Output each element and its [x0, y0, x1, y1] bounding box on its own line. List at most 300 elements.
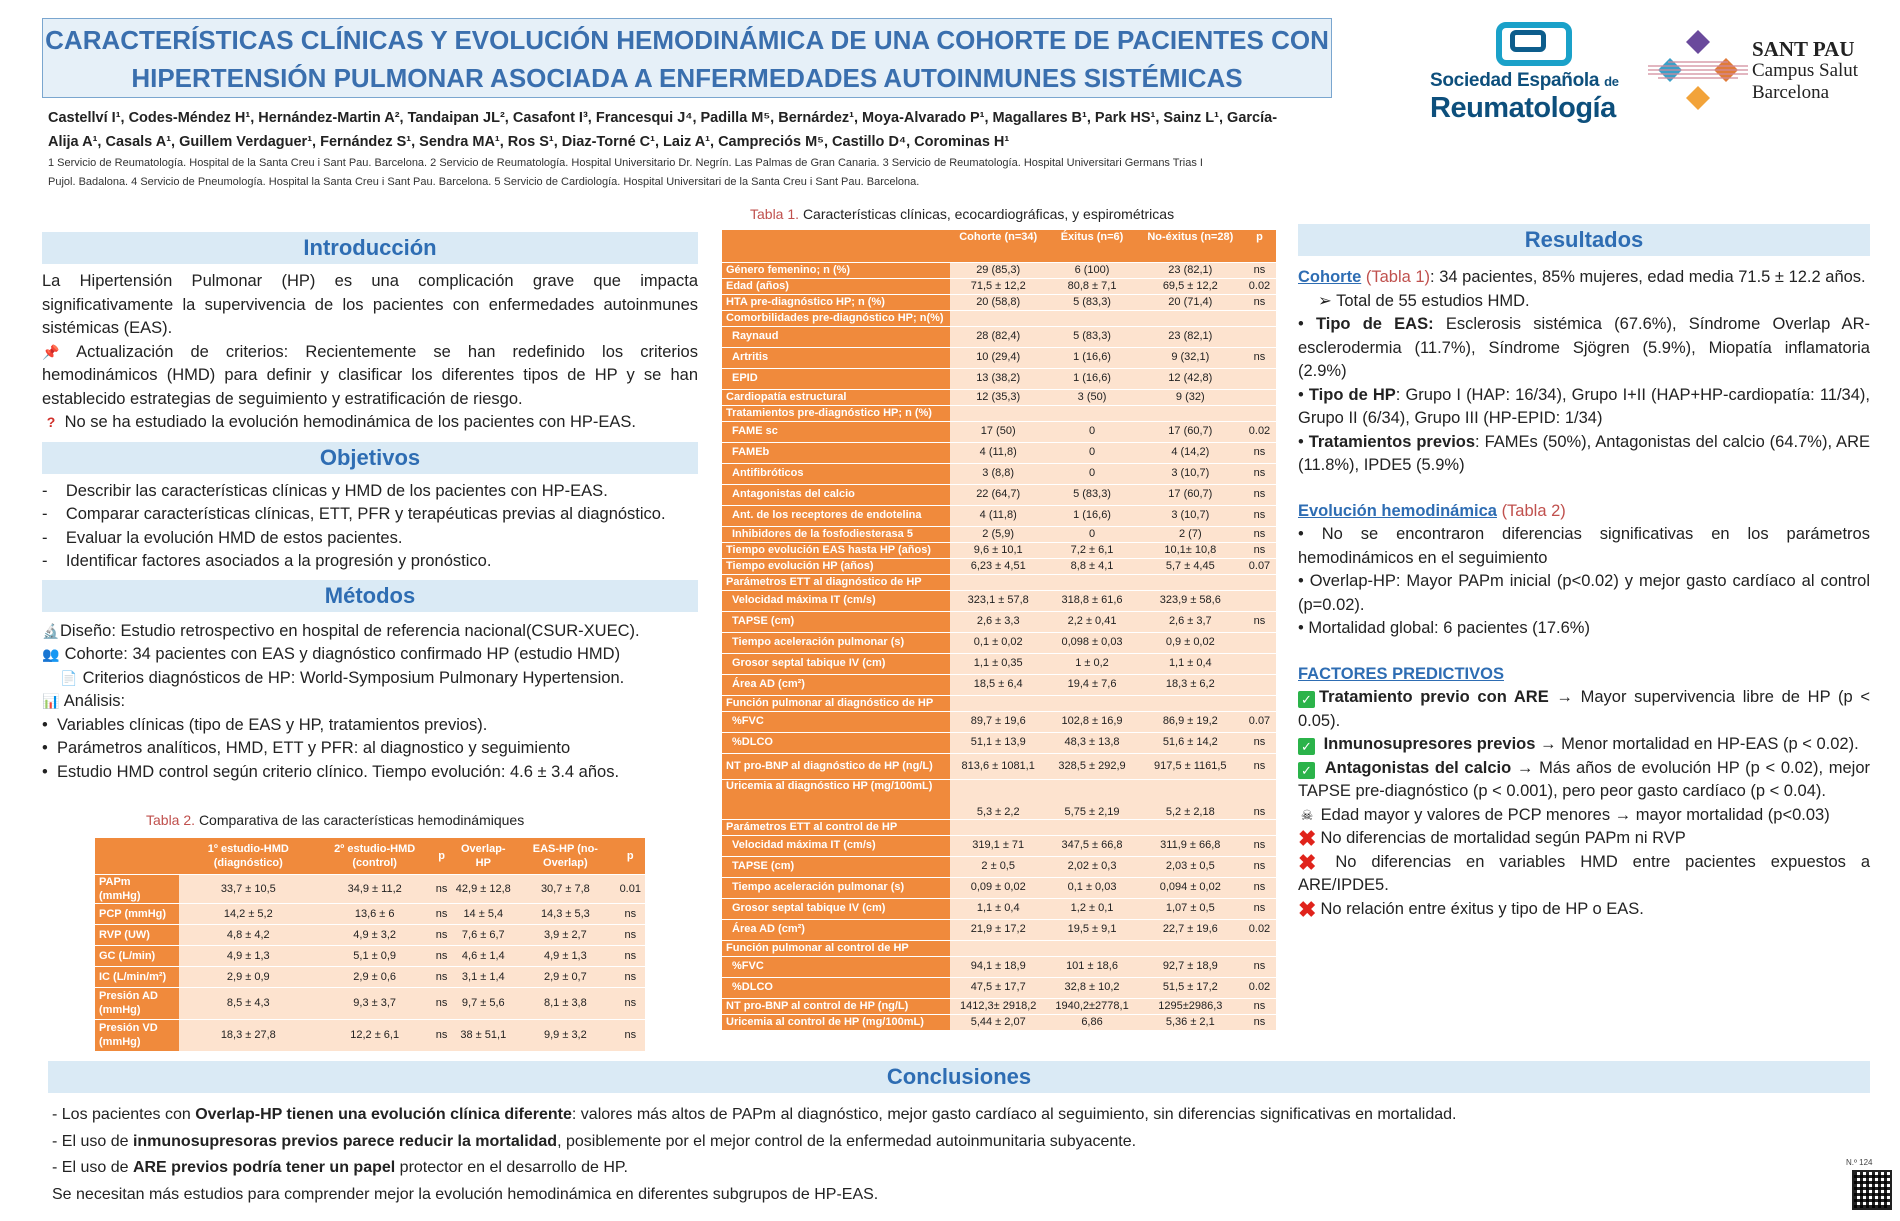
table1-cell: 20 (71,4) — [1138, 294, 1243, 310]
table1-cell: ns — [1243, 998, 1276, 1014]
table1-cell: 5,75 ± 2,19 — [1046, 779, 1137, 819]
table2-row — [95, 903, 645, 924]
authors-line-2: Alija A¹, Casals A¹, Guillem Verdaguer¹, Fernández S¹, Sendra MA¹, Ros S¹, Diaz-Torné C¹, Laiz A¹, Campreciós M⁵, Castillo D⁴, Corominas H¹ — [48, 134, 1010, 150]
table1-caption: Tabla 1. Características clínicas, ecocardiográficas, y espirométricas — [750, 206, 1175, 222]
table2-row — [95, 966, 645, 987]
evolution-item: • No se encontraron diferencias significativas en los parámetros hemodinámicos en el seguimiento — [1298, 525, 1870, 567]
poster-number: N.º 124 — [1846, 1158, 1873, 1167]
results-heading: Resultados — [1298, 224, 1870, 256]
table1-row — [722, 835, 1276, 856]
ser-logo-mark-inner — [1510, 30, 1546, 52]
table1-cell: 47,5 ± 17,7 — [950, 977, 1046, 998]
table1-row — [722, 463, 1276, 484]
conclusion-item: - El uso de inmunosupresoras previos parece reducir la mortalidad, posiblemente por el mejor control de la enfermedad autoinmunitaria subyacente. — [52, 1132, 1137, 1150]
table1-cell: 813,6 ± 1081,1 — [950, 753, 1046, 779]
table2-row-label: IC (L/min/m²) — [95, 966, 179, 987]
table2-cell: 38 ± 51,1 — [451, 1019, 515, 1051]
table1-cell — [1243, 326, 1276, 347]
table1-cell: 1,2 ± 0,1 — [1046, 898, 1137, 919]
table1-cell — [950, 310, 1046, 326]
hp-label: Tipo de HP — [1308, 385, 1396, 404]
table1-cell — [1243, 695, 1276, 711]
table1-cell — [950, 695, 1046, 711]
qr-code-icon[interactable] — [1852, 1170, 1892, 1210]
ser-logo-line1: Sociedad Española — [1430, 70, 1600, 91]
table1-cell: 328,5 ± 292,9 — [1046, 753, 1137, 779]
microscope-icon: 🔬 — [42, 622, 60, 639]
table2-cell: ns — [616, 903, 645, 924]
objective-item: - Describir las características clínicas y HMD de los pacientes con HP-EAS. — [42, 481, 608, 500]
table1-cell: 51,5 ± 17,2 — [1138, 977, 1243, 998]
table1-row-label: Grosor septal tabique IV (cm) — [722, 898, 950, 919]
evolution-item: • Mortalidad global: 6 pacientes (17.6%) — [1298, 619, 1590, 637]
check-icon: ✓ — [1298, 762, 1315, 779]
eas-label: Tipo de EAS: — [1315, 315, 1434, 333]
objective-item: - Evaluar la evolución HMD de estos pacientes. — [42, 528, 403, 547]
table2-cell: 8,1 ± 3,8 — [515, 987, 615, 1019]
table1-row — [722, 278, 1276, 294]
table1-cell: 5 (83,3) — [1046, 484, 1137, 505]
intro-p2: Actualización de criterios: Recientemente se han redefinido los criterios hemodinámicos (HMD) para definir y clasificar los diferentes tipos de HP y se han establecido estrategias de seguimiento y estratificación de riesgo. — [42, 342, 698, 408]
table2-header-cell: p — [432, 838, 452, 874]
table1-cell: 18,5 ± 6,4 — [950, 674, 1046, 695]
table2 — [95, 838, 645, 1052]
table1-cell: ns — [1243, 484, 1276, 505]
table1-cell: ns — [1243, 611, 1276, 632]
table1-row-label: Antagonistas del calcio — [722, 484, 950, 505]
table1-cell: 0,094 ± 0,02 — [1138, 877, 1243, 898]
ser-logo-line2: Reumatología — [1430, 92, 1616, 124]
table2-row — [95, 874, 645, 903]
table1-cell: 1 ± 0,2 — [1046, 653, 1137, 674]
objectives-heading: Objetivos — [42, 442, 698, 474]
table1-cell — [1243, 389, 1276, 405]
table1-cell: 319,1 ± 71 — [950, 835, 1046, 856]
table1-row — [722, 779, 1276, 819]
table1-cell: 6,23 ± 4,51 — [950, 558, 1046, 574]
table1-row-label: Función pulmonar al control de HP — [722, 940, 950, 956]
table1-cell — [1138, 310, 1243, 326]
table1-cell: 9,6 ± 10,1 — [950, 542, 1046, 558]
table1-cell: 19,4 ± 7,6 — [1046, 674, 1137, 695]
table2-cell: 2,9 ± 0,7 — [515, 966, 615, 987]
table1-header-cell: No-éxitus (n=28) — [1138, 230, 1243, 262]
table1-cell — [1138, 819, 1243, 835]
table2-cell: 14 ± 5,4 — [451, 903, 515, 924]
table1-row — [722, 368, 1276, 389]
table2-row-label: Presión VD (mmHg) — [95, 1019, 179, 1051]
conclusion-item: - Los pacientes con Overlap-HP tienen una evolución clínica diferente: valores más altos de PAPm al diagnóstico, mejor gasto cardíaco al seguimiento, sin diferencias significativas en mortalidad. — [52, 1106, 1457, 1123]
table1-row-label: Parámetros ETT al control de HP — [722, 819, 950, 835]
table1-row — [722, 877, 1276, 898]
table1-cell: 8,8 ± 4,1 — [1046, 558, 1137, 574]
hp-text: : Grupo I (HAP: 16/34), Grupo I+II (HAP+HP-cardiopatía: 11/34), Grupo II (6/34), Grupo III (HP-EPID: 1/34) — [1298, 385, 1870, 427]
table2-header-cell: 2º estudio-HMD (control) — [318, 838, 432, 874]
table1-cell: 4 (11,8) — [950, 505, 1046, 526]
table1-cell: 80,8 ± 7,1 — [1046, 278, 1137, 294]
table1-cell: 3 (10,7) — [1138, 463, 1243, 484]
objectives-list — [42, 480, 698, 574]
table1-cell: 0.02 — [1243, 977, 1276, 998]
table1-cell: 1 (16,6) — [1046, 368, 1137, 389]
table2-cell: 42,9 ± 12,8 — [451, 874, 515, 903]
table1-cell: 0,09 ± 0,02 — [950, 877, 1046, 898]
table1-header-row — [722, 230, 1276, 262]
table1-cell — [1243, 674, 1276, 695]
table2-cell: 9,3 ± 3,7 — [318, 987, 432, 1019]
table1-cell: ns — [1243, 505, 1276, 526]
methods-criteria: Criterios diagnósticos de HP: World-Symposium Pulmonary Hypertension. — [82, 668, 625, 687]
table1-cell: 89,7 ± 19,6 — [950, 711, 1046, 732]
methods-analysis: Análisis: — [63, 692, 126, 710]
table2-cell: 14,3 ± 5,3 — [515, 903, 615, 924]
table1-row — [722, 898, 1276, 919]
table2-cell: 4,8 ± 4,2 — [179, 924, 318, 945]
results-body: Cohorte (Tabla 1): 34 pacientes, 85% mujeres, edad media 71.5 ± 12.2 años. ➢ Total de 55 estudios HMD. • Tipo de EAS: Esclerosis sistémica (67.6%), Síndrome Overlap AR-esclerodermia (11.7%), Síndrome Sjögren (5.9%), Miopatía inflamatoria (2.9%) • Tipo de HP: Grupo I (HAP: 16/34), Grupo I+II (HAP+HP-cardiopatía: 11/34), Grupo II (6/34), Grupo III (HP-EPID: 1/34) • Tratamientos previos: FAMEs (50%), Antagonistas del calcio (64.7%), ARE (11.8%), IPDE5 (5.9%) Evolución hemodinámica (Tabla 2) • No se encontraron diferencias significativas en los parámetros hemodinámicos en el seguimiento • Overlap-HP: Mayor PAPm inicial (p<0.02) y mejor gasto cardíaco al control (p=0.02). • Mortalidad global: 6 pacientes (17.6%) FACTORES PREDICTIVOS ✓ Tratamiento previo con ARE → Mayor supervivencia libre de HP (p < 0.05). ✓ Inmunosupresores previos → Menor mortalidad en HP-EAS (p < 0.02). ✓ Antagonistas del calcio → Más años de evolución HP (p < 0.02), mejor TAPSE pre-diagnóstico (p < 0.001), pero peor gasto cardíaco (p < 0.04). ☠ Edad mayor y valores de PCP menores → mayor mortalidad (p<0.03) ✖ No diferencias de mortalidad según PAPm ni RVP ✖ No diferencias en variables HMD entre pacientes expuestos a ARE/IPDE5. ✖ No relación entre éxitus y tipo de HP o EAS. — [1298, 268, 1871, 922]
table1-cell: 1,1 ± 0,4 — [950, 898, 1046, 919]
table1-cell — [950, 574, 1046, 590]
table1-cell: 0.02 — [1243, 421, 1276, 442]
table1-cell: 32,8 ± 10,2 — [1046, 977, 1137, 998]
methods-cohort: Cohorte: 34 pacientes con EAS y diagnóstico confirmado HP (estudio HMD) — [64, 645, 621, 663]
table2-cell: ns — [616, 945, 645, 966]
conclusion-item: - El uso de ARE previos podría tener un papel protector en el desarrollo de HP. — [52, 1159, 628, 1176]
table1-row — [722, 294, 1276, 310]
table1-cell: 5,2 ± 2,18 — [1138, 779, 1243, 819]
table1-cell: 9 (32,1) — [1138, 347, 1243, 368]
table1-cell: 0.02 — [1243, 919, 1276, 940]
table1-row — [722, 998, 1276, 1014]
table2-header-cell: EAS-HP (no-Overlap) — [515, 838, 615, 874]
table1-cell: 13 (38,2) — [950, 368, 1046, 389]
table1-cell — [1243, 632, 1276, 653]
table2-cell: ns — [432, 987, 452, 1019]
table1-row — [722, 674, 1276, 695]
table1-cell: 3 (8,8) — [950, 463, 1046, 484]
table2-row — [95, 945, 645, 966]
table1-row-label: Área AD (cm²) — [722, 674, 950, 695]
table1-row-label: Velocidad máxima IT (cm/s) — [722, 590, 950, 611]
table1-row — [722, 977, 1276, 998]
table1-cell: 5 (83,3) — [1046, 294, 1137, 310]
table1-row — [722, 611, 1276, 632]
table1-row-label: Uricemia al control de HP (mg/100mL) — [722, 1014, 950, 1030]
table1-cell: ns — [1243, 856, 1276, 877]
table2-header-cell: p — [616, 838, 645, 874]
table1-cell: 22,7 ± 19,6 — [1138, 919, 1243, 940]
table1-row — [722, 542, 1276, 558]
title-line-2: HIPERTENSIÓN PULMONAR ASOCIADA A ENFERMEDADES AUTOINMUNES SISTÉMICAS — [131, 63, 1243, 93]
table1-cell: 0 — [1046, 442, 1137, 463]
table1-cell: 347,5 ± 66,8 — [1046, 835, 1137, 856]
table2-header-row — [95, 838, 645, 874]
table1-row — [722, 574, 1276, 590]
table1-cell: 311,9 ± 66,8 — [1138, 835, 1243, 856]
table2-row — [95, 987, 645, 1019]
cross-icon: ✖ — [1298, 896, 1317, 922]
table1-row-label: Tiempo evolución HP (años) — [722, 558, 950, 574]
table1-cell: 0,1 ± 0,02 — [950, 632, 1046, 653]
check-icon: ✓ — [1298, 738, 1315, 755]
table1-cell: 101 ± 18,6 — [1046, 956, 1137, 977]
table1-cell — [1046, 940, 1137, 956]
table2-row-label: RVP (UW) — [95, 924, 179, 945]
predictive-item: ✓ Inmunosupresores previos → Menor mortalidad en HP-EAS (p < 0.02). — [1298, 733, 1870, 757]
table1-cell — [1046, 574, 1137, 590]
table1-cell: 4 (11,8) — [950, 442, 1046, 463]
table1-cell — [1138, 695, 1243, 711]
mortality-factor: ☠ Edad mayor y valores de PCP menores → mayor mortalidad (p<0.03) — [1298, 804, 1870, 828]
table2-caption: Tabla 2. Comparativa de las características hemodinámiques — [146, 812, 525, 828]
table1-cell: 323,1 ± 57,8 — [950, 590, 1046, 611]
table1-cell — [1046, 310, 1137, 326]
table1-row-label: Función pulmonar al diagnóstico de HP — [722, 695, 950, 711]
table1-row — [722, 956, 1276, 977]
table2-cell: 7,6 ± 6,7 — [451, 924, 515, 945]
table1-row-label: Grosor septal tabique IV (cm) — [722, 653, 950, 674]
table1-cell: 0,1 ± 0,03 — [1046, 877, 1137, 898]
table1-cell: 86,9 ± 19,2 — [1138, 711, 1243, 732]
table1-row — [722, 919, 1276, 940]
table1-row-label: Tiempo aceleración pulmonar (s) — [722, 877, 950, 898]
table1-cell: 17 (60,7) — [1138, 421, 1243, 442]
table2-cell: 3,9 ± 2,7 — [515, 924, 615, 945]
table1-cell: ns — [1243, 294, 1276, 310]
table1-row-label: %FVC — [722, 711, 950, 732]
trat-text: : FAMEs (50%), Antagonistas del calcio (64.7%), ARE (11.8%), IPDE5 (5.9%) — [1298, 432, 1870, 474]
eas-text: Esclerosis sistémica (67.6%), Síndrome Overlap AR-esclerodermia (11.7%), Síndrome Sjögren (5.9%), Miopatía inflamatoria (2.9%) — [1298, 315, 1870, 380]
table1-row — [722, 653, 1276, 674]
table1-cell — [1243, 405, 1276, 421]
table1-row-label: FAMEb — [722, 442, 950, 463]
skull-icon: ☠ — [1300, 806, 1314, 823]
table1-cell: 2,6 ± 3,7 — [1138, 611, 1243, 632]
table2-cell: ns — [432, 1019, 452, 1051]
intro-body — [42, 270, 698, 435]
table1-row — [722, 347, 1276, 368]
table1-row — [722, 1014, 1276, 1030]
cross-icon: ✖ — [1298, 826, 1317, 851]
table1-cell: 0.07 — [1243, 711, 1276, 732]
table1-cell: 0,098 ± 0,03 — [1046, 632, 1137, 653]
table1-cell: 5 (83,3) — [1046, 326, 1137, 347]
table1-cell: 51,1 ± 13,9 — [950, 732, 1046, 753]
table1-row-label: Artritis — [722, 347, 950, 368]
table1-cell: 2 (5,9) — [950, 526, 1046, 542]
table1-row — [722, 526, 1276, 542]
evolution-link[interactable]: Evolución hemodinámica — [1298, 501, 1497, 520]
table1-cell: 0 — [1046, 463, 1137, 484]
table1-cell: 0 — [1046, 526, 1137, 542]
table1-row — [722, 590, 1276, 611]
table1-cell: 2 ± 0,5 — [950, 856, 1046, 877]
table1-cell — [1243, 940, 1276, 956]
table1-row-label: Parámetros ETT al diagnóstico de HP — [722, 574, 950, 590]
table1-cell: 1,1 ± 0,35 — [950, 653, 1046, 674]
table2-cell: 4,6 ± 1,4 — [451, 945, 515, 966]
predictive-heading[interactable]: FACTORES PREDICTIVOS — [1298, 664, 1504, 683]
table1-cell: 917,5 ± 1161,5 — [1138, 753, 1243, 779]
sant-pau-line3: Barcelona — [1752, 82, 1830, 103]
table1-row-label: %FVC — [722, 956, 950, 977]
table2-cell: ns — [616, 966, 645, 987]
table2-cell: 4,9 ± 3,2 — [318, 924, 432, 945]
ser-logo — [1430, 20, 1630, 124]
table1-cell: 1412,3± 2918,2 — [950, 998, 1046, 1014]
poster-title — [42, 18, 1332, 98]
table1-cell: ns — [1243, 442, 1276, 463]
table1-row — [722, 940, 1276, 956]
table1-header-cell: p — [1243, 230, 1276, 262]
negative-item: ✖ No relación entre éxitus y tipo de HP o EAS. — [1298, 896, 1644, 922]
table1-cell: 0.07 — [1243, 558, 1276, 574]
table2-cell: 3,1 ± 1,4 — [451, 966, 515, 987]
table1-cell: 28 (82,4) — [950, 326, 1046, 347]
table1-row-label: Área AD (cm²) — [722, 919, 950, 940]
table1-cell: ns — [1243, 956, 1276, 977]
table2-cell: 4,9 ± 1,3 — [179, 945, 318, 966]
cohort-table-ref[interactable]: (Tabla 1) — [1365, 268, 1431, 286]
table1-row-label: TAPSE (cm) — [722, 611, 950, 632]
table1-row — [722, 732, 1276, 753]
table2-row-label: PCP (mmHg) — [95, 903, 179, 924]
table2-cell: 18,3 ± 27,8 — [179, 1019, 318, 1051]
table1-row-label: Ant. de los receptores de endotelina — [722, 505, 950, 526]
table1-cell: ns — [1243, 542, 1276, 558]
intro-p3: No se ha estudiado la evolución hemodinámica de los pacientes con HP-EAS. — [64, 413, 637, 431]
table1-header-cell — [722, 230, 950, 262]
table1-cell — [950, 940, 1046, 956]
authors-line-1: Castellví I¹, Codes-Méndez H¹, Hernández-Martin A², Tandaipan JL², Casafont I³, Francesqui J⁴, Padilla M⁵, Bernárdez¹, Moya-Alvarado P¹, Magallares B¹, Park HS¹, Sainz L¹, García- — [48, 110, 1278, 126]
table1-cell: 0 — [1046, 421, 1137, 442]
table1-header-cell: Cohorte (n=34) — [950, 230, 1046, 262]
table1-cell — [1046, 405, 1137, 421]
table1-cell — [1243, 368, 1276, 389]
table1-cell: 1 (16,6) — [1046, 505, 1137, 526]
table2-cell: ns — [432, 874, 452, 903]
table1-row-label: %DLCO — [722, 977, 950, 998]
table1-cell — [1138, 405, 1243, 421]
table1-row-label: EPID — [722, 368, 950, 389]
table1-row-label: %DLCO — [722, 732, 950, 753]
table1-row — [722, 558, 1276, 574]
table2-cell: ns — [432, 903, 452, 924]
table2-row-label: Presión AD (mmHg) — [95, 987, 179, 1019]
table2-row — [95, 924, 645, 945]
objective-item: - Comparar características clínicas, ETT, PFR y terapéuticas previas al diagnóstico. — [42, 505, 666, 523]
table2-cell: 9,9 ± 3,2 — [515, 1019, 615, 1051]
methods-bullet: • Estudio HMD control según criterio clínico. Tiempo evolución: 4.6 ± 3.4 años. — [42, 762, 620, 781]
table2-row-label: PAPm (mmHg) — [95, 874, 179, 903]
table1-cell — [1243, 310, 1276, 326]
cohort-text: : 34 pacientes, 85% mujeres, edad media 71.5 ± 12.2 años. — [1430, 268, 1866, 286]
table1-cell: 12 (35,3) — [950, 389, 1046, 405]
table1-row-label: Tiempo aceleración pulmonar (s) — [722, 632, 950, 653]
conclusions-heading: Conclusiones — [48, 1061, 1870, 1093]
table1-row-label: Edad (años) — [722, 278, 950, 294]
right-column — [1298, 224, 1870, 921]
table2-cell: 2,9 ± 0,6 — [318, 966, 432, 987]
affiliations-line-1: 1 Servicio de Reumatología. Hospital de la Santa Creu i Sant Pau. Barcelona. 2 Servicio de Reumatología. Hospital Universitario Dr. Negrín. Las Palmas de Gran Canaria. 3 Servicio de Reumatología. Hospital Universitari Germans Trias I — [48, 157, 1203, 169]
table1-cell: 17 (60,7) — [1138, 484, 1243, 505]
intro-heading: Introducción — [42, 232, 698, 264]
objective-item: - Identificar factores asociados a la progresión y pronóstico. — [42, 552, 492, 570]
cohort-link[interactable]: Cohorte — [1298, 268, 1362, 286]
table1-cell: 3 (50) — [1046, 389, 1137, 405]
table1-cell: 2 (7) — [1138, 526, 1243, 542]
table1-cell: ns — [1243, 898, 1276, 919]
table2-cell: 4,9 ± 1,3 — [515, 945, 615, 966]
hmd-total: Total de 55 estudios HMD. — [1336, 291, 1530, 310]
table2-cell: 0.01 — [616, 874, 645, 903]
cross-icon: ✖ — [1298, 849, 1317, 875]
table1-cell — [1046, 819, 1137, 835]
table1-cell: 1295±2986,3 — [1138, 998, 1243, 1014]
table1-cell — [1046, 695, 1137, 711]
table1-cell: 5,36 ± 2,1 — [1138, 1014, 1243, 1030]
table1-cell: 20 (58,8) — [950, 294, 1046, 310]
table1-cell: ns — [1243, 347, 1276, 368]
table2-cell: ns — [432, 945, 452, 966]
table1-cell — [1138, 574, 1243, 590]
table1-cell: 3 (10,7) — [1138, 505, 1243, 526]
table1-row-label: Tratamientos pre-diagnóstico HP; n (%) — [722, 405, 950, 421]
table1-cell: 23 (82,1) — [1138, 326, 1243, 347]
table1-cell: 12 (42,8) — [1138, 368, 1243, 389]
table1-cell: ns — [1243, 262, 1276, 278]
document-icon: 📄 — [60, 669, 78, 686]
table1-row-label: Antifibróticos — [722, 463, 950, 484]
table1-cell: 5,3 ± 2,2 — [950, 779, 1046, 819]
table1-cell: 5,44 ± 2,07 — [950, 1014, 1046, 1030]
table2-cell: 2,9 ± 0,9 — [179, 966, 318, 987]
table2-cell: ns — [616, 1019, 645, 1051]
table1-row-label: Tiempo evolución EAS hasta HP (años) — [722, 542, 950, 558]
table1-row-label: Cardiopatía estructural — [722, 389, 950, 405]
table1-cell: 1,1 ± 0,4 — [1138, 653, 1243, 674]
table2-cell: 34,9 ± 11,2 — [318, 874, 432, 903]
table1-cell: 10 (29,4) — [950, 347, 1046, 368]
table1-cell: 0.02 — [1243, 278, 1276, 294]
check-icon: ✓ — [1298, 691, 1315, 708]
evolution-table-ref[interactable]: (Tabla 2) — [1501, 501, 1566, 520]
table1-row — [722, 405, 1276, 421]
table2-cell: ns — [616, 987, 645, 1019]
table1-cell: 10,1± 10,8 — [1138, 542, 1243, 558]
table1-cell: 1940,2±2778,1 — [1046, 998, 1137, 1014]
table1-row-label: Raynaud — [722, 326, 950, 347]
table1-cell: 51,6 ± 14,2 — [1138, 732, 1243, 753]
table1-row-label: Género femenino; n (%) — [722, 262, 950, 278]
sant-pau-line2: Campus Salut — [1752, 60, 1859, 81]
table1-cell: ns — [1243, 526, 1276, 542]
table2-cell: 8,5 ± 4,3 — [179, 987, 318, 1019]
table1-row — [722, 632, 1276, 653]
table1-row — [722, 695, 1276, 711]
table1-cell: 71,5 ± 12,2 — [950, 278, 1046, 294]
table1-row — [722, 484, 1276, 505]
conclusions-body — [52, 1102, 1832, 1208]
table1-cell: 2,2 ± 0,41 — [1046, 611, 1137, 632]
table1-row-label: Comorbilidades pre-diagnóstico HP; n(%) — [722, 310, 950, 326]
table1-cell: 318,8 ± 61,6 — [1046, 590, 1137, 611]
table1-cell — [1138, 940, 1243, 956]
bar-chart-icon: 📊 — [42, 693, 60, 709]
table2-header-cell: Overlap-HP — [451, 838, 515, 874]
table1-cell: 2,02 ± 0,3 — [1046, 856, 1137, 877]
table1-cell: 7,2 ± 6,1 — [1046, 542, 1137, 558]
trat-label: Tratamientos previos — [1308, 432, 1476, 451]
